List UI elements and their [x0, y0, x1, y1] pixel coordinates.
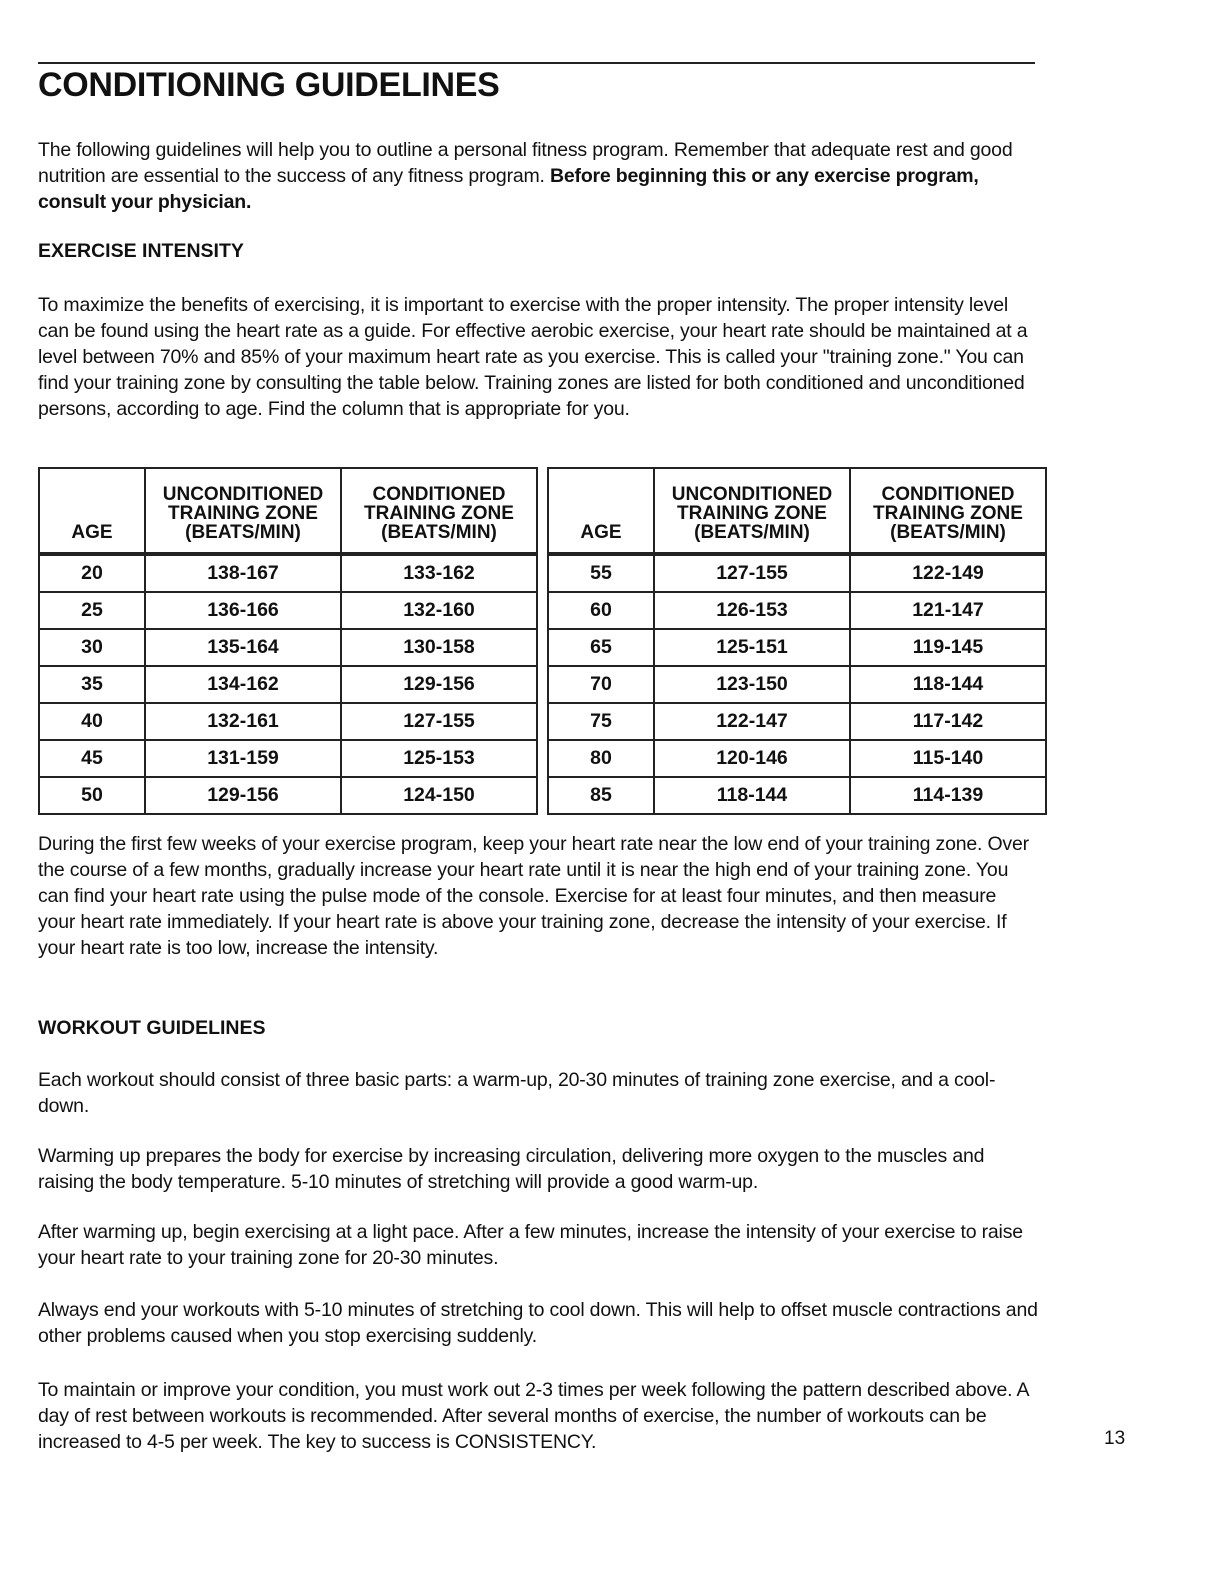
age-cell: 85 [548, 777, 654, 814]
age-cell: 60 [548, 592, 654, 629]
conditioned-cell: 114-139 [850, 777, 1046, 814]
unconditioned-cell: 118-144 [654, 777, 850, 814]
workout-paragraph-3: After warming up, begin exercising at a light pace. After a few minutes, increase the intensity of your exercise to raise your heart rate to your training zone for 20-30 minutes. [38, 1221, 1023, 1269]
table-row [548, 740, 1046, 777]
age-cell: 30 [39, 629, 145, 666]
unconditioned-cell: 123-150 [654, 666, 850, 703]
conditioned-cell: 115-140 [850, 740, 1046, 777]
conditioned-cell: 129-156 [341, 666, 537, 703]
conditioned-cell: 117-142 [850, 703, 1046, 740]
table-row [39, 629, 537, 666]
conditioned-cell: 133-162 [341, 554, 537, 592]
training-zone-table-right [547, 467, 1047, 815]
age-cell: 80 [548, 740, 654, 777]
table-row [39, 554, 537, 592]
table-row [548, 703, 1046, 740]
age-cell: 75 [548, 703, 654, 740]
conditioned-cell: 121-147 [850, 592, 1046, 629]
unconditioned-cell: 138-167 [145, 554, 341, 592]
page-title: CONDITIONING GUIDELINES [38, 66, 500, 104]
training-zone-table-left [38, 467, 538, 815]
unconditioned-cell: 129-156 [145, 777, 341, 814]
header-age: AGE [548, 468, 654, 554]
conditioned-cell: 125-153 [341, 740, 537, 777]
age-cell: 40 [39, 703, 145, 740]
conditioned-cell: 119-145 [850, 629, 1046, 666]
age-cell: 65 [548, 629, 654, 666]
unconditioned-cell: 120-146 [654, 740, 850, 777]
conditioned-cell: 122-149 [850, 554, 1046, 592]
header-unconditioned: UNCONDITIONED TRAINING ZONE (BEATS/MIN) [145, 468, 341, 554]
exercise-intensity-heading: EXERCISE INTENSITY [38, 240, 244, 262]
table-row [548, 777, 1046, 814]
intro-warning: Before beginning this or any exercise program, consult your physician. [38, 165, 979, 213]
unconditioned-cell: 122-147 [654, 703, 850, 740]
intro-text: The following guidelines will help you to outline a personal fitness program. Remember that adequate rest and good nutrition are essential to the success of any fitness program. [38, 139, 1013, 187]
age-cell: 35 [39, 666, 145, 703]
unconditioned-cell: 135-164 [145, 629, 341, 666]
header-unconditioned: UNCONDITIONED TRAINING ZONE (BEATS/MIN) [654, 468, 850, 554]
workout-guidelines-heading: WORKOUT GUIDELINES [38, 1017, 266, 1039]
table-row [548, 592, 1046, 629]
conditioned-cell: 130-158 [341, 629, 537, 666]
table-row [39, 740, 537, 777]
header-age: AGE [39, 468, 145, 554]
table-row [548, 629, 1046, 666]
unconditioned-cell: 131-159 [145, 740, 341, 777]
conditioned-cell: 127-155 [341, 703, 537, 740]
table-row [39, 666, 537, 703]
conditioned-cell: 132-160 [341, 592, 537, 629]
table-row [548, 554, 1046, 592]
unconditioned-cell: 126-153 [654, 592, 850, 629]
unconditioned-cell: 125-151 [654, 629, 850, 666]
unconditioned-cell: 132-161 [145, 703, 341, 740]
table-row [39, 703, 537, 740]
workout-paragraph-2: Warming up prepares the body for exercise by increasing circulation, delivering more oxygen to the muscles and raising the body temperature. 5-10 minutes of stretching will provide a good warm-up. [38, 1145, 985, 1193]
header-conditioned: CONDITIONED TRAINING ZONE (BEATS/MIN) [850, 468, 1046, 554]
table-row [39, 592, 537, 629]
age-cell: 50 [39, 777, 145, 814]
exercise-intensity-paragraph: To maximize the benefits of exercising, it is important to exercise with the proper intensity. The proper intensity level can be found using the heart rate as a guide. For effective aerobic exercise, your heart rate should be maintained at a level between 70% and 85% of your maximum heart rate as you exercise. This is called your "training zone." You can find your training zone by consulting the table below. Training zones are listed for both conditioned and unconditioned persons, according to age. Find the column that is appropriate for you. [38, 294, 1028, 420]
table-row [548, 666, 1046, 703]
workout-paragraph-5: To maintain or improve your condition, you must work out 2-3 times per week following the pattern described above. A day of rest between workouts is recommended. After several months of exercise, the number of workouts can be increased to 4-5 per week. The key to success is CONSISTENCY. [38, 1379, 1029, 1453]
unconditioned-cell: 127-155 [654, 554, 850, 592]
conditioned-cell: 124-150 [341, 777, 537, 814]
page-number: 13 [1104, 1428, 1126, 1449]
conditioned-cell: 118-144 [850, 666, 1046, 703]
intro-paragraph [38, 137, 1038, 215]
workout-paragraph-1: Each workout should consist of three basic parts: a warm-up, 20-30 minutes of training zone exercise, and a cool-down. [38, 1069, 996, 1117]
age-cell: 45 [39, 740, 145, 777]
unconditioned-cell: 136-166 [145, 592, 341, 629]
age-cell: 25 [39, 592, 145, 629]
after-table-paragraph: During the first few weeks of your exercise program, keep your heart rate near the low end of your training zone. Over the course of a few months, gradually increase your heart rate until it is near the high end of your training zone. You can find your heart rate using the pulse mode of the console. Exercise for at least four minutes, and then measure your heart rate immediately. If your heart rate is above your training zone, decrease the intensity of your exercise. If your heart rate is too low, increase the intensity. [38, 833, 1029, 959]
unconditioned-cell: 134-162 [145, 666, 341, 703]
age-cell: 20 [39, 554, 145, 592]
age-cell: 70 [548, 666, 654, 703]
table-row [39, 777, 537, 814]
top-rule [38, 62, 1035, 64]
header-conditioned: CONDITIONED TRAINING ZONE (BEATS/MIN) [341, 468, 537, 554]
age-cell: 55 [548, 554, 654, 592]
workout-paragraph-4: Always end your workouts with 5-10 minutes of stretching to cool down. This will help to offset muscle contractions and other problems caused when you stop exercising suddenly. [38, 1299, 1038, 1347]
